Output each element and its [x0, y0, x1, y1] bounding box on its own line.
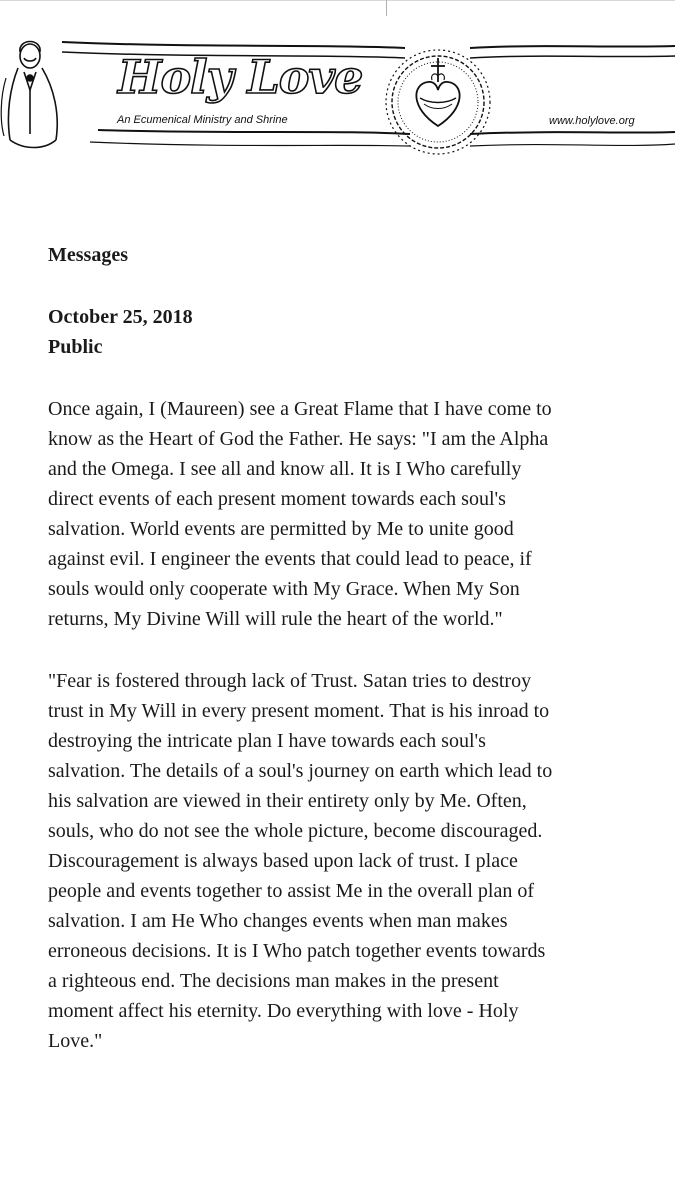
message-category: Public: [48, 336, 103, 358]
paragraph-line: know as the Heart of God the Father. He says: "I am the Alpha: [48, 428, 549, 450]
top-tick: [386, 0, 387, 16]
section-heading: Messages: [48, 244, 128, 266]
page-header: [0, 18, 675, 178]
paragraph-line: Once again, I (Maureen) see a Great Flame that I have come to: [48, 398, 552, 420]
paragraph-line: salvation. World events are permitted by Me to unite good: [48, 518, 514, 540]
paragraph-line: destroying the intricate plan I have towards each soul's: [48, 730, 486, 752]
paragraph-line: a righteous end. The decisions man makes in the present: [48, 970, 499, 992]
paragraph-line: his salvation are viewed in their entirety only by Me. Often,: [48, 790, 527, 812]
paragraph-line: returns, My Divine Will will rule the heart of the world.": [48, 608, 503, 630]
paragraph-line: and the Omega. I see all and know all. It is I Who carefully: [48, 458, 522, 480]
paragraph-line: against evil. I engineer the events that could lead to peace, if: [48, 548, 532, 570]
paragraph-line: erroneous decisions. It is I Who patch together events towards: [48, 940, 546, 962]
message-meta: [48, 302, 663, 362]
message-date: October 25, 2018: [48, 306, 193, 328]
paragraph-line: Love.": [48, 1030, 103, 1052]
paragraph-line: trust in My Will in every present moment. That is his inroad to: [48, 700, 550, 722]
paragraph-line: direct events of each present moment towards each soul's: [48, 488, 506, 510]
message-paragraph-2: [48, 666, 663, 1056]
paragraph-line: Discouragement is always based upon lack of trust. I place: [48, 850, 518, 872]
paragraph-line: salvation. The details of a soul's journey on earth which lead to: [48, 760, 553, 782]
top-rule: [0, 0, 675, 1]
paragraph-line: souls, who do not see the whole picture, become discouraged.: [48, 820, 543, 842]
logo-subtitle: An Ecumenical Ministry and Shrine: [117, 114, 288, 126]
paragraph-line: moment affect his eternity. Do everything with love - Holy: [48, 1000, 519, 1022]
paragraph-line: people and events together to assist Me in the overall plan of: [48, 880, 534, 902]
sacred-heart-icon: [386, 50, 490, 154]
message-paragraph-1: [48, 394, 663, 634]
message-article: [48, 240, 663, 1056]
praying-woman-icon: [1, 42, 57, 148]
site-url[interactable]: www.holylove.org: [549, 115, 635, 127]
paragraph-line: souls would only cooperate with My Grace. When My Son: [48, 578, 520, 600]
paragraph-line: "Fear is fostered through lack of Trust. Satan tries to destroy: [48, 670, 532, 692]
logo-title: Holy Love: [118, 50, 363, 104]
paragraph-line: salvation. I am He Who changes events when man makes: [48, 910, 508, 932]
